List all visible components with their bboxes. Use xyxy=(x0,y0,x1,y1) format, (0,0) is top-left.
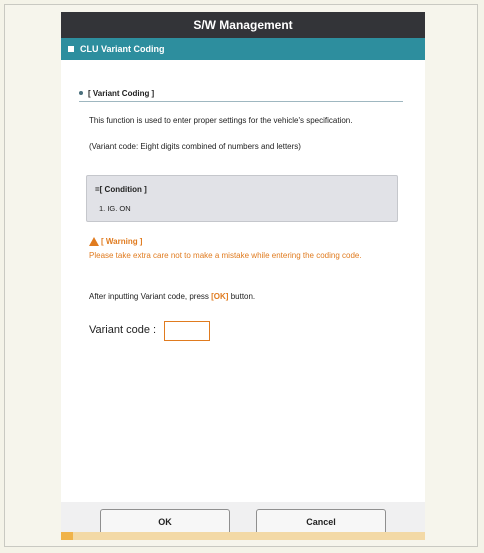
variant-code-label: Variant code : xyxy=(89,324,157,336)
sw-management-window xyxy=(61,12,425,540)
warning-title: [ Warning ] xyxy=(101,237,143,246)
bottom-status-strip xyxy=(61,532,425,540)
ok-button[interactable]: OK xyxy=(100,509,230,535)
bullet-icon xyxy=(79,91,83,95)
note-text: (Variant code: Eight digits combined of numbers and letters) xyxy=(89,142,301,151)
condition-box xyxy=(86,175,398,222)
instruction-text xyxy=(89,292,255,301)
subheader-title: CLU Variant Coding xyxy=(80,44,165,54)
section-title: [ Variant Coding ] xyxy=(88,88,155,98)
variant-code-input[interactable] xyxy=(164,321,210,341)
condition-item: 1. IG. ON xyxy=(99,204,131,213)
warning-text: Please take extra care not to make a mistake while entering the coding code. xyxy=(89,251,362,260)
bottom-strip-tab xyxy=(61,532,73,540)
window-title: S/W Management xyxy=(61,12,425,38)
instruction-after: button. xyxy=(228,292,256,301)
warning-icon xyxy=(89,237,99,246)
subheader-bar xyxy=(61,38,425,60)
warning-heading xyxy=(89,237,142,246)
description-text: This function is used to enter proper settings for the vehicle's specification. xyxy=(89,116,353,125)
condition-title: =[ Condition ] xyxy=(95,185,147,194)
instruction-before: After inputting Variant code, press xyxy=(89,292,212,301)
cancel-button[interactable]: Cancel xyxy=(256,509,386,535)
instruction-ok-highlight: [OK] xyxy=(211,292,229,301)
square-bullet-icon xyxy=(68,46,74,52)
section-heading xyxy=(79,85,403,102)
